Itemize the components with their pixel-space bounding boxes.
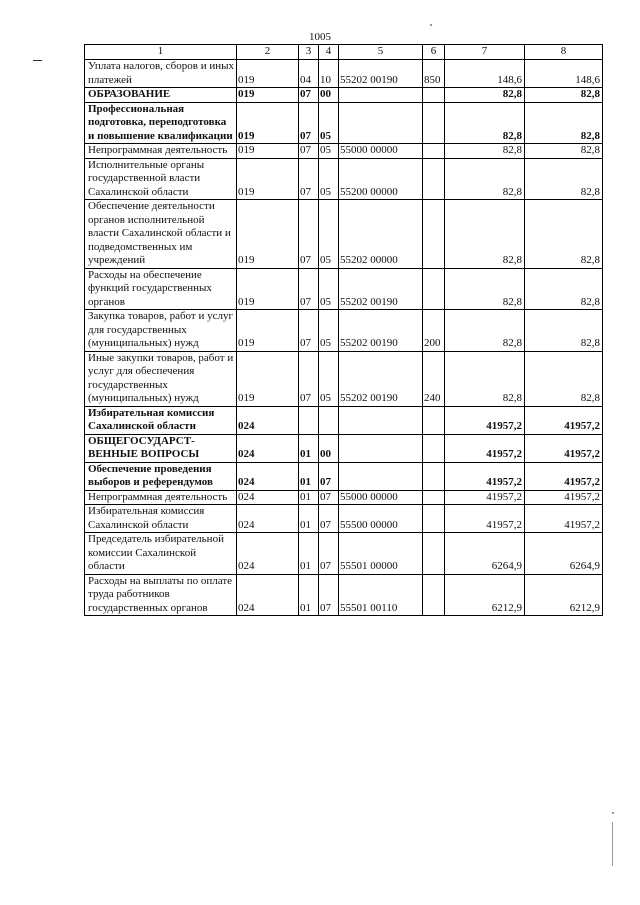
amount-col7: 82,8 [445,158,525,200]
code-section: 01 [299,505,319,533]
amount-col8: 41957,2 [525,462,603,490]
table-row [85,574,603,616]
code-subsection: 07 [319,462,339,490]
code-target [339,434,423,462]
code-subsection: 05 [319,158,339,200]
code-target: 55202 00190 [339,60,423,88]
code-target: 55501 00000 [339,533,423,575]
table-row [85,434,603,462]
margin-mark [33,60,42,61]
code-admin: 024 [237,406,299,434]
table-row [85,462,603,490]
code-subsection: 05 [319,144,339,159]
amount-col7: 41957,2 [445,406,525,434]
code-subsection: 07 [319,533,339,575]
code-section: 07 [299,144,319,159]
code-subsection [319,406,339,434]
amount-col7: 6264,9 [445,533,525,575]
row-name: Исполнительные органы государственной власти Сахалинской области [85,158,237,200]
column-number: 3 [299,45,319,60]
amount-col8: 41957,2 [525,434,603,462]
amount-col8: 41957,2 [525,505,603,533]
budget-table [84,44,603,616]
page-number: 1005 [309,31,331,43]
code-expense-type [423,490,445,505]
row-name: Расходы на обеспечение функций государственных органов [85,268,237,310]
scan-speck [612,812,614,814]
code-admin: 019 [237,102,299,144]
table-row [85,158,603,200]
table-row [85,351,603,406]
amount-col7: 41957,2 [445,505,525,533]
row-name: Уплата налогов, сборов и иных платежей [85,60,237,88]
code-target [339,88,423,103]
code-admin: 024 [237,462,299,490]
code-expense-type: 850 [423,60,445,88]
amount-col7: 82,8 [445,268,525,310]
amount-col7: 41957,2 [445,434,525,462]
row-name: Обеспечение проведения выборов и референдумов [85,462,237,490]
amount-col8: 41957,2 [525,490,603,505]
code-expense-type [423,533,445,575]
code-section: 01 [299,434,319,462]
row-name: Непрограммная деятельность [85,490,237,505]
amount-col8: 82,8 [525,200,603,269]
code-target: 55200 00000 [339,158,423,200]
table-row [85,406,603,434]
scan-speck [430,24,432,26]
code-expense-type [423,434,445,462]
code-admin: 024 [237,505,299,533]
code-subsection: 05 [319,268,339,310]
column-number: 1 [85,45,237,60]
code-section: 07 [299,102,319,144]
row-name: Избирательная комиссия Сахалинской области [85,406,237,434]
column-number: 7 [445,45,525,60]
amount-col7: 148,6 [445,60,525,88]
amount-col7: 82,8 [445,102,525,144]
amount-col8: 82,8 [525,351,603,406]
code-expense-type: 200 [423,310,445,352]
row-name: ОБЩЕГОСУДАРСТ- ВЕННЫЕ ВОПРОСЫ [85,434,237,462]
table-row [85,88,603,103]
code-expense-type [423,462,445,490]
amount-col8: 148,6 [525,60,603,88]
code-admin: 019 [237,88,299,103]
code-subsection: 05 [319,102,339,144]
code-expense-type [423,102,445,144]
table-row [85,268,603,310]
row-name: Закупка товаров, работ и услуг для государственных (муниципальных) нужд [85,310,237,352]
code-admin: 019 [237,268,299,310]
code-subsection: 07 [319,490,339,505]
code-admin: 019 [237,144,299,159]
row-name: Иные закупки товаров, работ и услуг для обеспечения государственных (муниципальных) нужд [85,351,237,406]
table-row [85,200,603,269]
amount-col7: 82,8 [445,310,525,352]
amount-col7: 6212,9 [445,574,525,616]
table-row [85,490,603,505]
code-subsection: 00 [319,434,339,462]
code-section: 04 [299,60,319,88]
table-row [85,102,603,144]
code-expense-type [423,406,445,434]
column-number: 5 [339,45,423,60]
code-subsection: 05 [319,351,339,406]
code-target [339,462,423,490]
code-subsection: 05 [319,310,339,352]
code-admin: 019 [237,351,299,406]
table-row [85,60,603,88]
code-admin: 019 [237,200,299,269]
code-target: 55202 00000 [339,200,423,269]
amount-col7: 82,8 [445,88,525,103]
code-section: 07 [299,158,319,200]
amount-col7: 82,8 [445,351,525,406]
amount-col8: 41957,2 [525,406,603,434]
code-admin: 024 [237,490,299,505]
amount-col7: 82,8 [445,144,525,159]
row-name: Непрограммная деятельность [85,144,237,159]
code-target: 55202 00190 [339,310,423,352]
column-number: 8 [525,45,603,60]
code-target: 55000 00000 [339,490,423,505]
code-section: 07 [299,88,319,103]
column-number-row [85,45,603,60]
row-name: Профессиональная подготовка, переподготовка и повышение квалификации [85,102,237,144]
code-subsection: 00 [319,88,339,103]
amount-col8: 82,8 [525,102,603,144]
table-row [85,505,603,533]
code-subsection: 07 [319,505,339,533]
code-target: 55000 00000 [339,144,423,159]
code-target [339,406,423,434]
code-subsection: 07 [319,574,339,616]
code-target: 55500 00000 [339,505,423,533]
code-admin: 024 [237,574,299,616]
code-expense-type [423,574,445,616]
amount-col8: 82,8 [525,88,603,103]
code-section: 01 [299,462,319,490]
code-target: 55202 00190 [339,268,423,310]
table-row [85,144,603,159]
code-expense-type: 240 [423,351,445,406]
table-row [85,533,603,575]
table-row [85,310,603,352]
code-target: 55501 00110 [339,574,423,616]
row-name: Расходы на выплаты по оплате труда работников государственных органов [85,574,237,616]
code-admin: 019 [237,158,299,200]
amount-col8: 82,8 [525,158,603,200]
scan-artifact-line [612,822,613,866]
code-admin: 024 [237,533,299,575]
amount-col8: 6264,9 [525,533,603,575]
code-section: 07 [299,351,319,406]
amount-col7: 41957,2 [445,490,525,505]
row-name: ОБРАЗОВАНИЕ [85,88,237,103]
budget-table-container [84,44,603,616]
code-admin: 019 [237,310,299,352]
code-section: 01 [299,574,319,616]
code-subsection: 05 [319,200,339,269]
amount-col8: 82,8 [525,268,603,310]
code-expense-type [423,88,445,103]
code-section: 01 [299,533,319,575]
amount-col8: 6212,9 [525,574,603,616]
column-number: 2 [237,45,299,60]
code-expense-type [423,200,445,269]
code-section [299,406,319,434]
code-expense-type [423,505,445,533]
code-admin: 024 [237,434,299,462]
code-admin: 019 [237,60,299,88]
row-name: Избирательная комиссия Сахалинской области [85,505,237,533]
amount-col8: 82,8 [525,310,603,352]
column-number: 6 [423,45,445,60]
code-target: 55202 00190 [339,351,423,406]
code-section: 07 [299,310,319,352]
code-target [339,102,423,144]
code-section: 07 [299,200,319,269]
amount-col8: 82,8 [525,144,603,159]
code-expense-type [423,158,445,200]
code-section: 07 [299,268,319,310]
code-expense-type [423,144,445,159]
code-section: 01 [299,490,319,505]
column-number: 4 [319,45,339,60]
code-expense-type [423,268,445,310]
code-subsection: 10 [319,60,339,88]
row-name: Председатель избирательной комиссии Сахалинской области [85,533,237,575]
amount-col7: 82,8 [445,200,525,269]
row-name: Обеспечение деятельности органов исполнительной власти Сахалинской области и подведомственных им учреждений [85,200,237,269]
amount-col7: 41957,2 [445,462,525,490]
